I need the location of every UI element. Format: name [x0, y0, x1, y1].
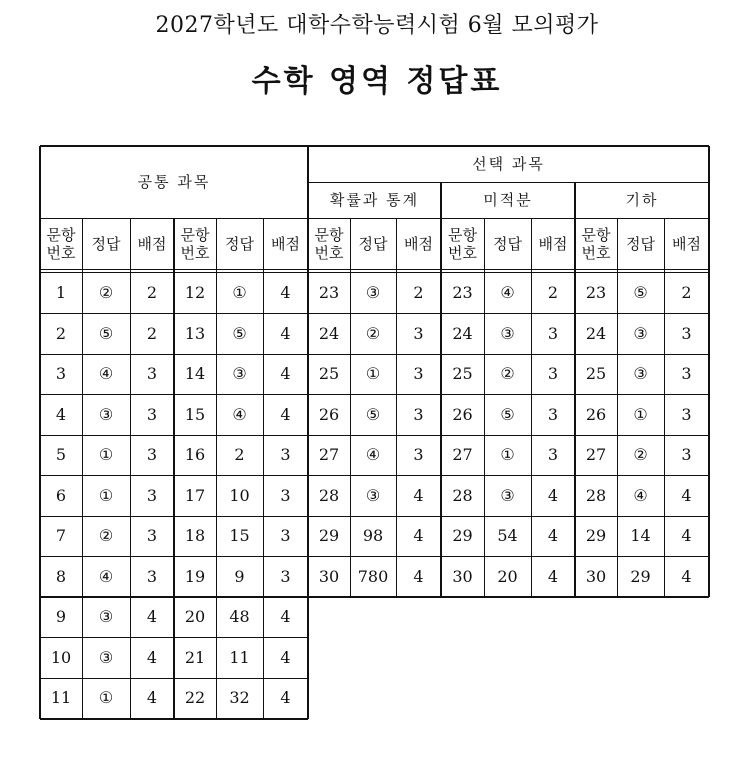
calculus-answer: ③	[500, 323, 515, 343]
common-answer: ②	[98, 283, 114, 303]
common-answer: 15	[229, 526, 250, 546]
grid-line	[39, 146, 41, 719]
geometry-points: 4	[681, 485, 692, 505]
probability-question-number: 27	[318, 445, 340, 465]
grid-line	[440, 182, 442, 597]
common-question-number: 18	[184, 526, 206, 546]
header-question-number	[308, 218, 350, 270]
common-answer: 32	[229, 688, 250, 708]
calculus-question-number: 25	[452, 364, 473, 384]
common-points: 3	[280, 526, 291, 546]
grid-line	[82, 218, 83, 719]
grid-line	[173, 218, 175, 719]
grid-line	[574, 182, 576, 597]
geometry-points: 3	[681, 404, 692, 424]
common-points: 3	[146, 404, 158, 424]
probability-answer: ③	[365, 485, 381, 505]
header-answer: 정답	[626, 234, 655, 253]
common-answer: ①	[98, 688, 114, 708]
common-question-number: 13	[184, 323, 206, 343]
header-answer: 정답	[358, 234, 388, 253]
common-points: 2	[146, 283, 158, 303]
probability-answer: 98	[362, 526, 384, 546]
grid-line	[484, 218, 485, 597]
geometry-question-number: 28	[585, 485, 607, 505]
calculus-answer: ⑤	[500, 404, 515, 424]
calculus-points: 3	[547, 404, 559, 424]
calculus-question-number: 29	[452, 526, 473, 546]
common-points: 4	[280, 688, 291, 708]
common-question-number: 2	[55, 323, 67, 343]
geometry-answer: 14	[630, 526, 651, 546]
header-points: 배점	[538, 234, 568, 253]
header-question-number	[441, 218, 484, 270]
common-points: 4	[280, 283, 291, 303]
calculus-answer: ②	[500, 364, 515, 384]
calculus-answer: 54	[497, 526, 518, 546]
calculus-question-number: 27	[452, 445, 473, 465]
header-number-line1: 문항	[314, 226, 344, 244]
grid-line	[40, 145, 709, 147]
common-answer: 48	[229, 607, 250, 627]
common-question-number: 6	[55, 485, 67, 505]
common-answer: 9	[234, 566, 245, 586]
probability-points: 3	[413, 404, 424, 424]
header-points: 배점	[404, 234, 433, 253]
common-answer: ①	[232, 283, 247, 303]
grid-line	[308, 182, 709, 183]
probability-answer: 780	[357, 566, 389, 586]
common-answer: ④	[232, 404, 247, 424]
common-question-number: 10	[50, 647, 72, 667]
calculus-question-number: 24	[452, 323, 473, 343]
grid-line	[40, 354, 709, 355]
common-answer: ③	[98, 404, 114, 424]
calculus-points: 3	[547, 323, 559, 343]
header-question-number	[575, 218, 617, 270]
probability-answer: ⑤	[365, 404, 381, 424]
common-answer: ④	[98, 364, 114, 384]
common-question-number: 4	[55, 404, 67, 424]
probability-question-number: 26	[318, 404, 340, 424]
common-question-number: 16	[184, 445, 206, 465]
common-points: 3	[146, 566, 158, 586]
calculus-answer: ④	[500, 283, 515, 303]
calculus-points: 3	[547, 364, 559, 384]
geometry-answer: ①	[633, 404, 648, 424]
header-answer: 정답	[493, 234, 522, 253]
grid-line	[396, 218, 397, 597]
geometry-answer: ②	[633, 445, 648, 465]
header-number-line2: 번호	[314, 244, 344, 262]
probability-points: 3	[413, 364, 424, 384]
header-answer: 정답	[225, 234, 254, 253]
geometry-answer: ③	[633, 364, 648, 384]
probability-points: 4	[413, 485, 424, 505]
probability-question-number: 23	[318, 283, 340, 303]
grid-line	[40, 435, 709, 436]
grid-line	[617, 218, 618, 597]
elective-name-geometry: 기하	[625, 190, 659, 209]
probability-question-number: 28	[318, 485, 340, 505]
probability-points: 3	[413, 323, 424, 343]
common-points: 4	[146, 688, 158, 708]
common-points: 2	[146, 323, 158, 343]
grid-line	[40, 596, 709, 598]
header-answer: 정답	[91, 234, 121, 253]
common-points: 4	[280, 607, 291, 627]
probability-points: 3	[413, 445, 424, 465]
header-number-line1: 문항	[581, 226, 611, 244]
common-question-number: 8	[55, 566, 67, 586]
calculus-answer: ①	[500, 445, 515, 465]
common-points: 4	[280, 404, 291, 424]
geometry-question-number: 25	[585, 364, 607, 384]
calculus-answer: 20	[497, 566, 518, 586]
common-points: 3	[146, 364, 158, 384]
common-question-number: 15	[184, 404, 206, 424]
header-number-line2: 번호	[46, 244, 76, 262]
common-points: 4	[280, 364, 291, 384]
calculus-question-number: 28	[452, 485, 473, 505]
common-question-number: 9	[55, 607, 67, 627]
common-points: 3	[280, 445, 291, 465]
common-question-number: 14	[184, 364, 206, 384]
grid-line	[40, 394, 709, 395]
common-question-number: 11	[50, 688, 72, 708]
common-answer: 2	[234, 445, 245, 465]
geometry-answer: ④	[633, 485, 648, 505]
grid-line	[40, 269, 709, 270]
common-question-number: 1	[55, 283, 67, 303]
grid-line	[40, 637, 308, 638]
elective-name-calculus: 미적분	[483, 190, 533, 209]
grid-line	[708, 146, 710, 597]
probability-points: 2	[413, 283, 424, 303]
common-points: 3	[146, 445, 158, 465]
geometry-points: 2	[681, 283, 692, 303]
grid-line	[531, 218, 532, 597]
geometry-points: 4	[681, 526, 692, 546]
grid-line	[40, 718, 308, 720]
common-answer: 11	[229, 647, 250, 667]
common-answer: ④	[98, 566, 114, 586]
common-question-number: 3	[55, 364, 67, 384]
header-points: 배점	[672, 234, 701, 253]
grid-line	[40, 218, 709, 219]
calculus-points: 3	[547, 445, 559, 465]
header-points: 배점	[271, 234, 300, 253]
probability-question-number: 30	[318, 566, 340, 586]
calculus-answer: ③	[500, 485, 515, 505]
calculus-points: 4	[547, 526, 559, 546]
common-section-label: 공통 과목	[137, 172, 211, 191]
geometry-points: 3	[681, 323, 692, 343]
calculus-question-number: 30	[452, 566, 473, 586]
common-points: 3	[280, 566, 291, 586]
common-answer: ①	[98, 445, 114, 465]
common-answer: ③	[98, 647, 114, 667]
common-question-number: 17	[184, 485, 206, 505]
probability-answer: ④	[365, 445, 381, 465]
exam-title: 2027학년도 대학수학능력시험 6월 모의평가	[155, 13, 599, 38]
common-answer: ③	[232, 364, 247, 384]
geometry-question-number: 23	[585, 283, 607, 303]
geometry-question-number: 26	[585, 404, 607, 424]
grid-line	[216, 218, 217, 719]
common-points: 3	[146, 526, 158, 546]
common-question-number: 12	[184, 283, 206, 303]
elective-name-probability: 확률과 통계	[329, 190, 420, 209]
grid-line	[130, 218, 131, 719]
header-number-line1: 문항	[448, 226, 477, 244]
header-question-number	[40, 218, 82, 270]
probability-question-number: 24	[318, 323, 340, 343]
grid-line	[263, 218, 264, 719]
header-number-line1: 문항	[46, 226, 76, 244]
header-points: 배점	[137, 234, 167, 253]
geometry-points: 3	[681, 364, 692, 384]
probability-points: 4	[413, 566, 424, 586]
grid-line	[40, 516, 709, 517]
probability-answer: ①	[365, 364, 381, 384]
geometry-points: 4	[681, 566, 692, 586]
calculus-points: 2	[547, 283, 559, 303]
common-answer: ③	[98, 607, 114, 627]
calculus-question-number: 23	[452, 283, 473, 303]
header-number-line1: 문항	[180, 226, 210, 244]
elective-section-label: 선택 과목	[472, 154, 545, 173]
probability-question-number: 29	[318, 526, 340, 546]
geometry-question-number: 27	[585, 445, 607, 465]
header-number-line2: 번호	[448, 244, 477, 262]
geometry-answer: ③	[633, 323, 648, 343]
header-number-line2: 번호	[180, 244, 210, 262]
grid-line	[40, 556, 709, 557]
common-points: 4	[146, 607, 158, 627]
common-question-number: 22	[184, 688, 206, 708]
common-points: 4	[280, 647, 291, 667]
grid-line	[40, 313, 709, 314]
calculus-points: 4	[547, 485, 559, 505]
common-answer: ⑤	[232, 323, 247, 343]
common-answer: ①	[98, 485, 114, 505]
common-question-number: 5	[55, 445, 67, 465]
geometry-question-number: 30	[585, 566, 607, 586]
grid-line	[664, 218, 665, 597]
header-number-line2: 번호	[581, 244, 611, 262]
common-points: 4	[280, 323, 291, 343]
header-question-number	[174, 218, 216, 270]
geometry-answer: 29	[630, 566, 651, 586]
probability-answer: ②	[365, 323, 381, 343]
grid-line	[40, 475, 709, 476]
probability-question-number: 25	[318, 364, 340, 384]
geometry-answer: ⑤	[633, 283, 648, 303]
grid-line	[40, 272, 709, 273]
common-points: 3	[146, 485, 158, 505]
common-answer: 10	[229, 485, 250, 505]
grid-line	[40, 678, 308, 679]
probability-points: 4	[413, 526, 424, 546]
common-answer: ②	[98, 526, 114, 546]
geometry-question-number: 24	[585, 323, 607, 343]
sheet-title: 수학 영역 정답표	[251, 64, 503, 99]
grid-line	[350, 218, 351, 597]
geometry-question-number: 29	[585, 526, 607, 546]
grid-line	[307, 146, 309, 719]
common-points: 4	[146, 647, 158, 667]
common-question-number: 7	[55, 526, 67, 546]
common-points: 3	[280, 485, 291, 505]
common-question-number: 20	[184, 607, 206, 627]
common-question-number: 21	[184, 647, 206, 667]
calculus-points: 4	[547, 566, 559, 586]
probability-answer: ③	[365, 283, 381, 303]
calculus-question-number: 26	[452, 404, 473, 424]
common-question-number: 19	[184, 566, 206, 586]
common-answer: ⑤	[98, 323, 114, 343]
geometry-points: 3	[681, 445, 692, 465]
